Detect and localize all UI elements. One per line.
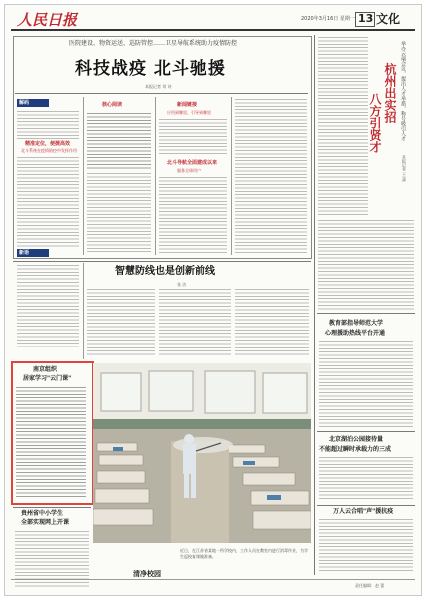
lead-kicker: 医院建设、物资运送、巡防管控……卫星导航系统助力疫情防控 (69, 40, 238, 47)
text-block (87, 173, 151, 253)
box-subhead-2: 服务全球用户 (177, 168, 201, 173)
text-block (318, 37, 368, 217)
subhead-2: 北斗系统在疫情防控中发挥作用 (21, 148, 77, 153)
text-block (159, 119, 227, 155)
column-rule (314, 35, 315, 575)
right-story-1-line1: 教育部指导师范大学 (329, 320, 384, 327)
section-rule (13, 507, 91, 508)
text-block (16, 387, 86, 497)
column-rule (83, 97, 84, 255)
text-block (235, 289, 309, 355)
feature-2-byline: 张 洁 (177, 282, 187, 287)
box-heading-2: 北斗导航全面建成以来 (167, 160, 218, 166)
newspaper-page (4, 4, 422, 596)
box-subhead-1: 应用到哪里，引导到哪里 (167, 110, 211, 115)
text-block (17, 265, 79, 347)
masthead-rule (11, 29, 415, 31)
text-block (87, 289, 155, 355)
section-rule (317, 431, 415, 432)
text-block (87, 113, 151, 169)
tag-decode: 解码 (17, 99, 49, 107)
text-block (17, 111, 79, 139)
box-headline-1: 南京组织 (33, 366, 58, 373)
column-rule (155, 97, 156, 255)
date-line: 2020年3月16日 星期一 (301, 16, 355, 22)
photo-caption-title: 清净校园 (133, 570, 161, 578)
box-heading-1: 新闻链接 (177, 102, 198, 108)
text-block (319, 341, 413, 427)
bottom-left-headline-2: 全部实现网上开课 (21, 519, 70, 526)
bottom-left-headline-1: 贵州省中小学生 (21, 510, 64, 517)
text-block (319, 457, 413, 501)
right-story-2-line2: 不能超过瞬时承载力的三成 (319, 446, 392, 453)
box-headline-2: 居家学习"云门课" (23, 375, 72, 382)
section-rule (317, 505, 415, 506)
text-block (235, 99, 307, 253)
text-block (159, 177, 227, 253)
lead-headline: 科技战疫 北斗驰援 (75, 59, 226, 79)
right-story-2-line1: 北京湖泊公园接待量 (329, 436, 384, 443)
column-rule (83, 263, 84, 359)
right-story-3-line1: 万人云合唱"声"援抗疫 (333, 508, 394, 515)
section-name: 文化 (376, 12, 401, 26)
tag-new-words: 新语 (17, 249, 49, 257)
right-headline-2: 八方引贤才 (368, 93, 382, 153)
text-block (159, 289, 231, 355)
right-kicker: 举办云端会议，提出人才举措，称号吸引人才 (400, 41, 406, 141)
feature-2-headline: 智慧防线也是创新前线 (115, 266, 215, 277)
classroom-photo (93, 363, 311, 543)
lead-rule (15, 93, 308, 94)
footer-rule (11, 579, 415, 580)
right-byline: 本报记者 王 潇 (402, 155, 407, 182)
text-block (319, 519, 413, 573)
text-block (15, 531, 89, 589)
photo-caption: 近日，在江苏省某地一所学校内，工作人员在教室内进行消毒作业，为学生返校复课做准备。 (180, 548, 308, 559)
right-headline-1: 杭州出实招 (383, 63, 397, 123)
page-number: 13 (358, 12, 374, 25)
core-reading-head: 核心阅读 (102, 102, 123, 108)
masthead-logo: 人民日报 (17, 11, 78, 29)
footer-editor: 责任编辑：赵 蕾 (355, 583, 385, 588)
section-rule (13, 261, 311, 262)
subhead-1: 精准定位，便捷高效 (25, 141, 71, 147)
right-story-1-line2: 心理援助热线平台开通 (325, 330, 386, 337)
text-block (318, 220, 414, 310)
lead-byline: 本报记者 刘 诗 (145, 84, 172, 89)
text-block (17, 157, 79, 247)
section-rule (317, 313, 415, 314)
column-rule (231, 97, 232, 255)
